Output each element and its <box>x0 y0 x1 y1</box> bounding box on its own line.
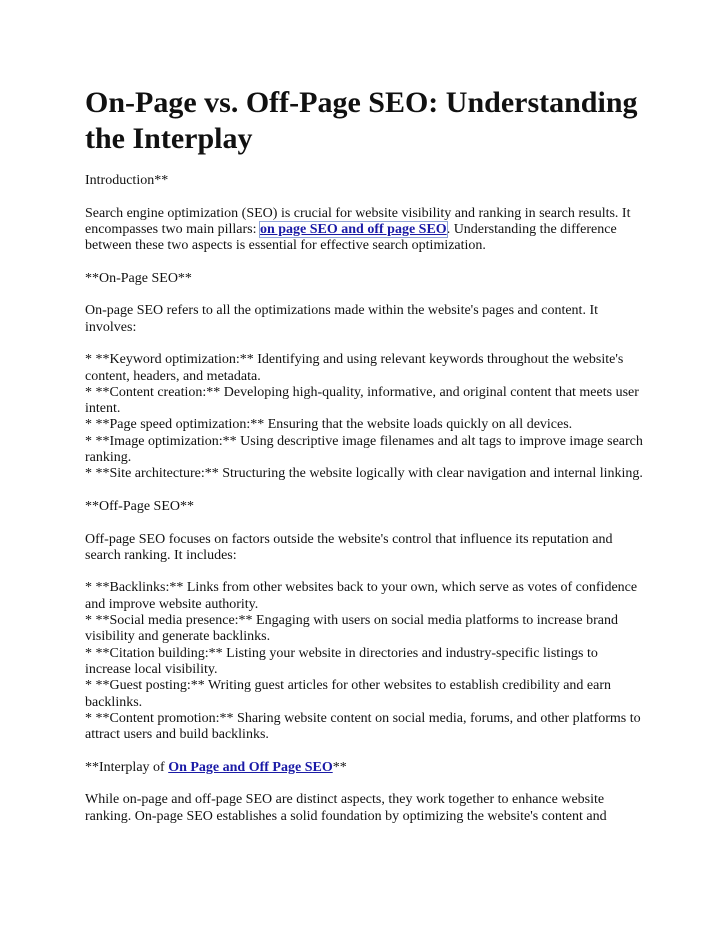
offpage-item-citation: * **Citation building:** Listing your website in directories and industry-specific listings to increase local visibility. <box>85 645 598 677</box>
onpage-item-image: * **Image optimization:** Using descriptive image filenames and alt tags to improve image search ranking. <box>85 433 643 466</box>
offpage-item-promotion: * **Content promotion:** Sharing website content on social media, forums, and other platforms to attract users and build backlinks. <box>85 710 641 743</box>
intro-heading: Introduction** <box>85 173 169 188</box>
offpage-description: Off-page SEO focuses on factors outside the website's control that influence its reputation and search ranking. It includes: <box>85 531 613 563</box>
seo-pillars-link[interactable]: on page SEO and off page SEO <box>259 221 447 237</box>
offpage-item-social: * **Social media presence:** Engaging with users on social media platforms to increase brand visibility and generate backlinks. <box>85 613 619 645</box>
interplay-suffix: ** <box>332 759 347 775</box>
interplay-heading <box>85 760 645 776</box>
intro-paragraph <box>85 206 645 255</box>
onpage-item-keyword: * **Keyword optimization:** Identifying and using relevant keywords throughout the website's content, headers, and metadata. <box>85 352 624 384</box>
offpage-item-backlinks: * **Backlinks:** Links from other websites back to your own, which serve as votes of confidence and improve website authority. <box>85 580 638 612</box>
intro-text-before: Search engine optimization (SEO) is crucial for website visibility and ranking in search results. It encompasses two main pillars: <box>85 205 631 237</box>
interplay-prefix: **Interplay of <box>85 759 169 775</box>
document-page <box>85 85 645 825</box>
onpage-item-architecture: * **Site architecture:** Structuring the website logically with clear navigation and internal linking. <box>85 466 643 482</box>
onpage-description: On-page SEO refers to all the optimizations made within the website's pages and content. It involves: <box>85 303 598 335</box>
offpage-item-guest: * **Guest posting:** Writing guest articles for other websites to establish credibility and earn backlinks. <box>85 678 612 710</box>
interplay-paragraph: While on-page and off-page SEO are distinct aspects, they work together to enhance website ranking. On-page SEO establishes a solid foundation by optimizing the website's content and <box>85 792 607 824</box>
onpage-item-speed: * **Page speed optimization:** Ensuring that the website loads quickly on all devices. <box>85 417 573 433</box>
interplay-link[interactable]: On Page and Off Page SEO <box>168 759 333 775</box>
onpage-item-content: * **Content creation:** Developing high-quality, informative, and original content that meets user intent. <box>85 384 639 417</box>
offpage-heading: **Off-Page SEO** <box>85 498 195 514</box>
onpage-heading: **On-Page SEO** <box>85 270 192 286</box>
intro-text-after: . Understanding the difference between these two aspects is essential for effective search optimization. <box>85 221 617 254</box>
page-title: On-Page vs. Off-Page SEO: Understanding the Interplay <box>85 86 638 155</box>
